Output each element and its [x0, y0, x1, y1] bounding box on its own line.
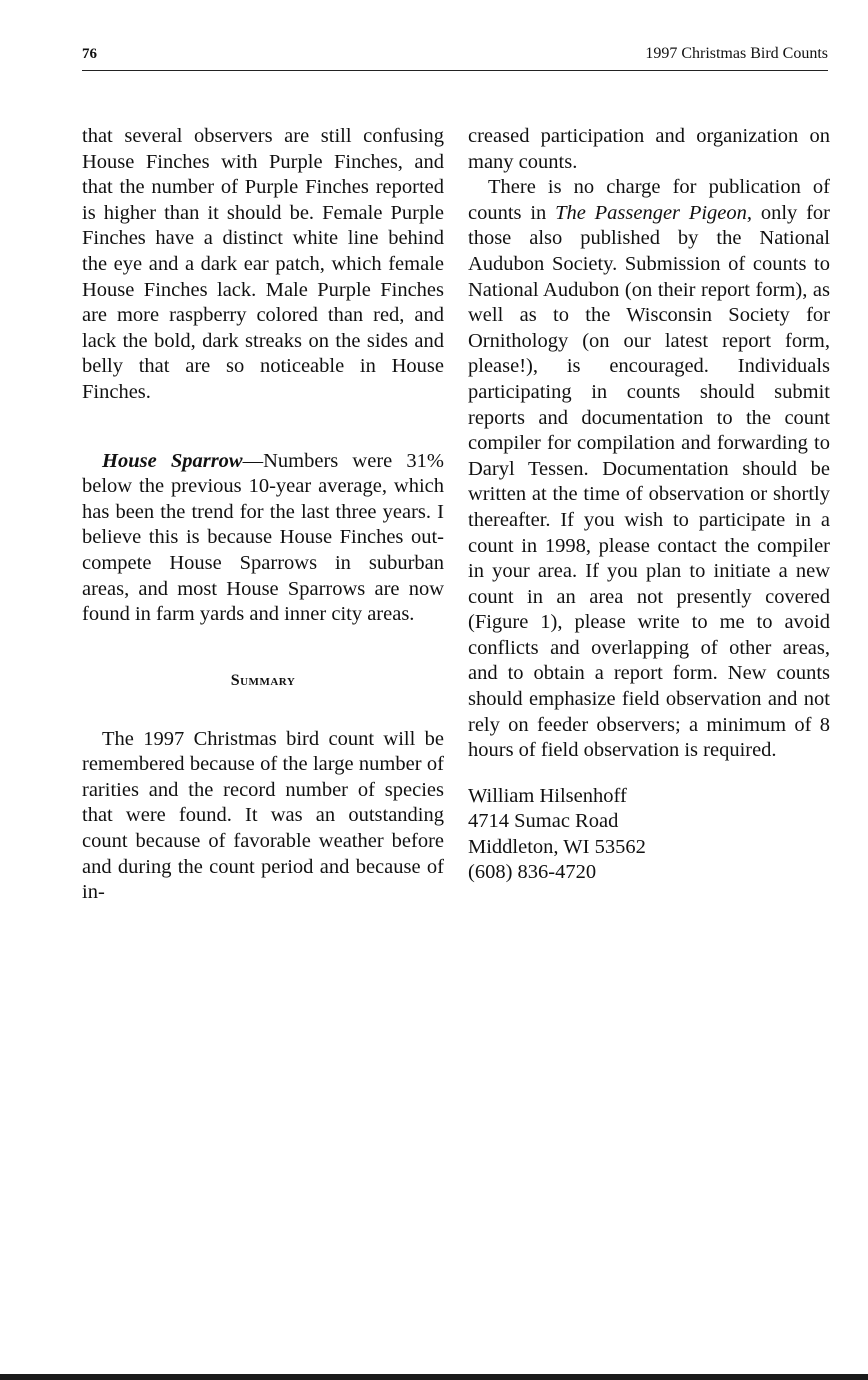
running-title: 1997 Christmas Bird Counts — [645, 45, 828, 62]
author-phone: (608) 836-4720 — [468, 861, 597, 884]
house-sparrow-label: House Sparrow — [102, 449, 243, 472]
page-number: 76 — [82, 46, 97, 62]
author-name: William Hilsenhoff — [468, 784, 627, 807]
publication-text-start: There is no charge for publication of counts in — [468, 176, 830, 224]
house-sparrow-text: —Numbers were 31% below the previous 10-year average, which has been the trend for the last three years. I believe this is because House Finches out-compete House Sparrows in suburban areas, and most House Sparrows are now found in farm yards and inner city areas. — [82, 449, 444, 626]
journal-name: The Passenger Pigeon, — [555, 201, 753, 224]
house-sparrow-paragraph — [82, 449, 444, 628]
publication-paragraph — [468, 175, 830, 764]
right-column — [468, 124, 830, 885]
author-city: Middleton, WI 53562 — [468, 835, 646, 858]
finches-paragraph: that several observers are still confusing House Finches with Purple Finches, and that the number of Purple Finches reported is higher than it should be. Female Purple Finches have a distinct white line behind the eye and a dark ear patch, which female House Finches lack. Male Purple Finches are more raspberry colored than red, and lack the bold, dark streaks on the sides and belly that are so noticeable in House Finches. — [82, 125, 444, 403]
author-signature — [468, 784, 830, 886]
summary-paragraph: The 1997 Christmas bird count will be remembered because of the large number of rarities and the record number of species that were found. It was an outstanding count because of favorable weather before and during the count period and because of in- — [82, 727, 444, 904]
author-street: 4714 Sumac Road — [468, 810, 619, 833]
page-header — [82, 44, 828, 71]
bottom-scan-edge — [0, 1374, 868, 1380]
left-column — [82, 124, 444, 906]
summary-heading: Summary — [230, 671, 296, 689]
publication-text-rest: only for those also published by the National Audubon Society. Submission of counts to National Audubon (on their report form), as well as to the Wisconsin Society for Ornithology (on our latest report form, please!), is encouraged. Individuals participating in counts should submit reports and documentation to the count compiler for compilation and forwarding to Daryl Tessen. Documentation should be written at the time of observation or shortly thereafter. If you wish to participate in a count in 1998, please contact the compiler in your area. If you plan to initiate a new count in an area not presently covered (Figure 1), please write to me to avoid conflicts and overlapping of other areas, and to obtain a report form. New counts should emphasize field observation and not rely on feeder observers; a minimum of 8 hours of field observation is required. — [468, 201, 830, 762]
continued-paragraph: creased participation and organization on many counts. — [468, 125, 830, 173]
